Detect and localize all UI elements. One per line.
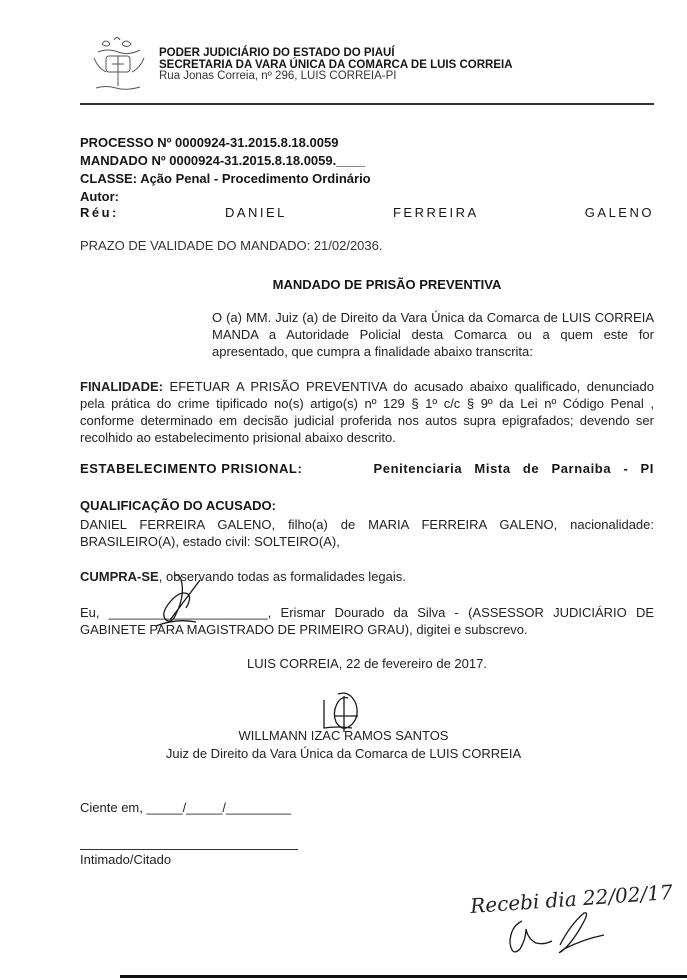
letterhead-secretariat: SECRETARIA DA VARA ÚNICA DA COMARCA DE LUIS CORREIA xyxy=(159,59,513,71)
estabelecimento-label: ESTABELECIMENTO PRISIONAL: xyxy=(80,461,303,476)
qualificacao-text: DANIEL FERREIRA GALENO, filho(a) de MARIA FERREIRA GALENO, nacionalidade: BRASILEIRO(A), estado civil: SOLTEIRO(A), xyxy=(80,517,654,549)
finalidade-paragraph xyxy=(80,378,654,446)
case-class: CLASSE: Ação Penal - Procedimento Ordinário xyxy=(80,171,371,186)
intro-paragraph: O (a) MM. Juiz (a) de Direito da Vara Única da Comarca de LUIS CORREIA MANDA a Autoridade Policial desta Comarca ou a quem este for apresentado, que cumpra a finalidade abaixo transcrita: xyxy=(212,310,654,359)
judge-name: WILLMANN IZAC RAMOS SANTOS xyxy=(238,728,449,743)
reu-last-name: GALENO xyxy=(584,205,654,220)
mandado-number: MANDADO Nº 0000924-31.2015.8.18.0059.____ xyxy=(80,153,366,168)
estabelecimento-row xyxy=(80,461,654,476)
cumpra-label: CUMPRA-SE xyxy=(80,569,159,584)
clerk-text: , Erismar Dourado da Silva - (ASSESSOR JUDICIÁRIO DE GABINETE PARA MAGISTRADO DE PRIMEIRO GRAU), digitei e subscrevo. xyxy=(80,605,655,637)
finalidade-label: FINALIDADE: xyxy=(80,379,164,394)
reu-first-name: DANIEL xyxy=(224,205,287,220)
processo-number: PROCESSO Nº 0000924-31.2015.8.18.0059 xyxy=(80,135,339,150)
letterhead-address: Rua Jonas Correia, nº 296, LUIS CORREIA-PI xyxy=(159,70,397,82)
validity-deadline: PRAZO DE VALIDADE DO MANDADO: 21/02/2036. xyxy=(80,238,383,253)
qualificacao-label: QUALIFICAÇÃO DO ACUSADO: xyxy=(80,498,276,513)
intimado-signature-line xyxy=(80,849,298,850)
scan-bottom-edge xyxy=(120,975,687,978)
cumpra-text: , observando todas as formalidades legais. xyxy=(158,569,406,584)
place-and-date: LUIS CORREIA, 22 de fevereiro de 2017. xyxy=(247,656,487,671)
handwritten-receipt-note: Recebi dia 22/02/17 xyxy=(469,879,674,919)
letterhead-court-name: PODER JUDICIÁRIO DO ESTADO DO PIAUÍ xyxy=(159,47,395,59)
intimado-label: Intimado/Citado xyxy=(80,852,172,867)
finalidade-text: EFETUAR A PRISÃO PREVENTIVA do acusado abaixo qualificado, denunciado pela prática do crime tipificado no(s) artigo(s) nº 129 § 1º c/c § 9º da Lei nº Código Penal , conforme determinado em decisão judicial proferida nos autos supra epigrafados; devendo ser recolhido ao estabelecimento prisional abaixo descrito. xyxy=(80,379,654,445)
clerk-paragraph: Eu, ______________________, Erismar Dourado da Silva - (ASSESSOR JUDICIÁRIO DE GABINETE PARA MAGISTRADO DE PRIMEIRO GRAU), digitei e subscrevo. xyxy=(80,605,655,637)
ciente-em-field: Ciente em, _____/_____/_________ xyxy=(80,800,292,815)
reu-row xyxy=(80,205,654,220)
coat-of-arms-icon xyxy=(88,34,152,96)
header-divider xyxy=(80,103,654,105)
estabelecimento-value: Penitenciaria Mista de Parnaiba - PI xyxy=(373,461,654,476)
judge-role: Juiz de Direito da Vara Única da Comarca de LUIS CORREIA xyxy=(165,746,522,761)
autor-label: Autor: xyxy=(80,189,119,204)
clerk-signature xyxy=(150,572,210,630)
document-title: MANDADO DE PRISÃO PREVENTIVA xyxy=(272,277,502,292)
receipt-signature xyxy=(500,905,610,965)
clerk-signature-blank: ______________________ xyxy=(108,605,268,620)
reu-label: Réu: xyxy=(80,205,119,220)
reu-middle-name: FERREIRA xyxy=(392,205,479,220)
